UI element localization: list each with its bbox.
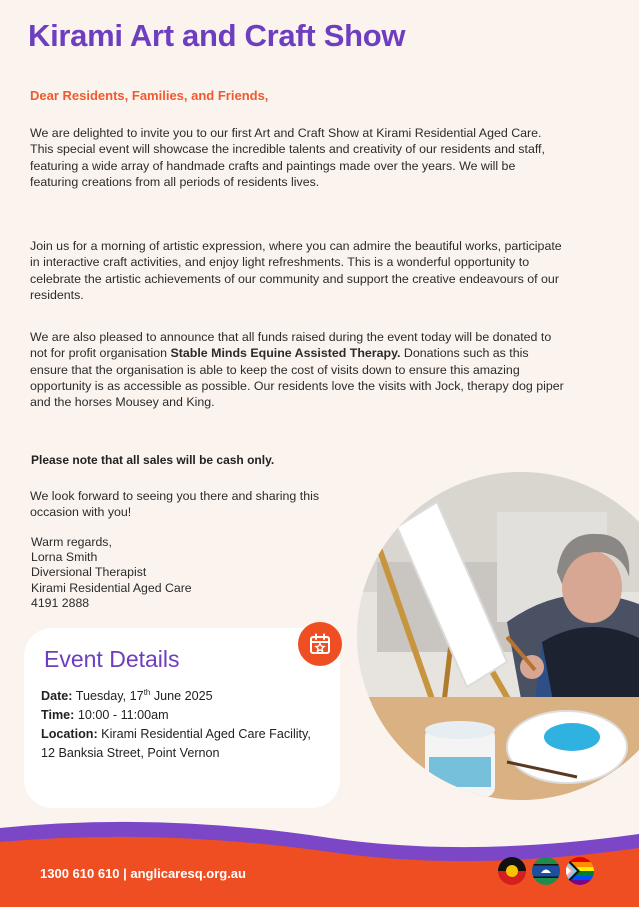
date-value-post: June 2025 <box>150 689 213 703</box>
cash-note: Please note that all sales will be cash only. <box>31 453 275 467</box>
signer-role: Diversional Therapist <box>31 565 147 580</box>
date-value-pre: Tuesday, 17 <box>72 689 144 703</box>
time-value: 10:00 - 11:00am <box>74 708 169 722</box>
location-label: Location: <box>41 727 98 741</box>
event-date <box>41 687 313 706</box>
intro-paragraph: We are delighted to invite you to our first Art and Craft Show at Kirami Residential Aged Care. This special event will showcase the incredible talents and creativity of our residents and staff, featuring a wide array of handmade crafts and paintings made over the years. We will be featuring creations from all periods of residents lives. <box>30 126 545 189</box>
donation-text-a: We are also pleased to announce that all funds raised during the event today will be donated to not for profit organisation <box>30 330 552 361</box>
closing-paragraph: We look forward to seeing you there and sharing this occasion with you! <box>30 489 320 520</box>
event-time <box>41 706 313 725</box>
signature-block <box>31 535 192 611</box>
resident-painting-photo <box>357 472 639 800</box>
signer-org: Kirami Residential Aged Care <box>31 580 192 595</box>
flag-icons <box>498 857 594 885</box>
date-value-sup: th <box>143 687 151 697</box>
salutation: Dear Residents, Families, and Friends, <box>30 88 269 103</box>
progress-pride-flag-icon <box>566 857 594 885</box>
signoff: Warm regards, <box>31 535 112 549</box>
event-details-body <box>41 687 313 763</box>
time-label: Time: <box>41 708 75 722</box>
signer-name: Lorna Smith <box>31 550 98 565</box>
date-label: Date: <box>41 689 73 703</box>
event-details-heading: Event Details <box>44 646 180 672</box>
location-value: Kirami Residential Aged Care Facility, 12 Banksia Street, Point Vernon <box>41 727 311 760</box>
donation-text-b: Donations such as this ensure that the organisation is able to keep the cost of visits down to ensure this amazing opportunity is as accessible as possible. Our residents love the visits with Jock, therapy dog piper and the horses Mousey and King. <box>30 346 564 410</box>
footer-contact[interactable]: 1300 610 610 | anglicaresq.org.au <box>40 866 246 881</box>
organisation-name: Stable Minds Equine Assisted Therapy. <box>170 346 401 361</box>
footer-wave <box>0 800 639 907</box>
donation-paragraph <box>30 329 566 410</box>
aboriginal-flag-icon <box>498 857 526 885</box>
torres-strait-flag-icon <box>532 857 560 885</box>
event-location <box>41 725 313 763</box>
invitation-paragraph: Join us for a morning of artistic expression, where you can admire the beautiful works, participate in interactive craft activities, and enjoy light refreshments. This is a wonderful opportunity to celebrate the artistic achievements of our community and support the creative endeavours of our residents. <box>30 239 562 302</box>
page-title: Kirami Art and Craft Show <box>28 18 406 53</box>
calendar-icon <box>298 622 342 666</box>
event-details-card <box>24 628 340 808</box>
signer-phone: 4191 2888 <box>31 595 90 610</box>
